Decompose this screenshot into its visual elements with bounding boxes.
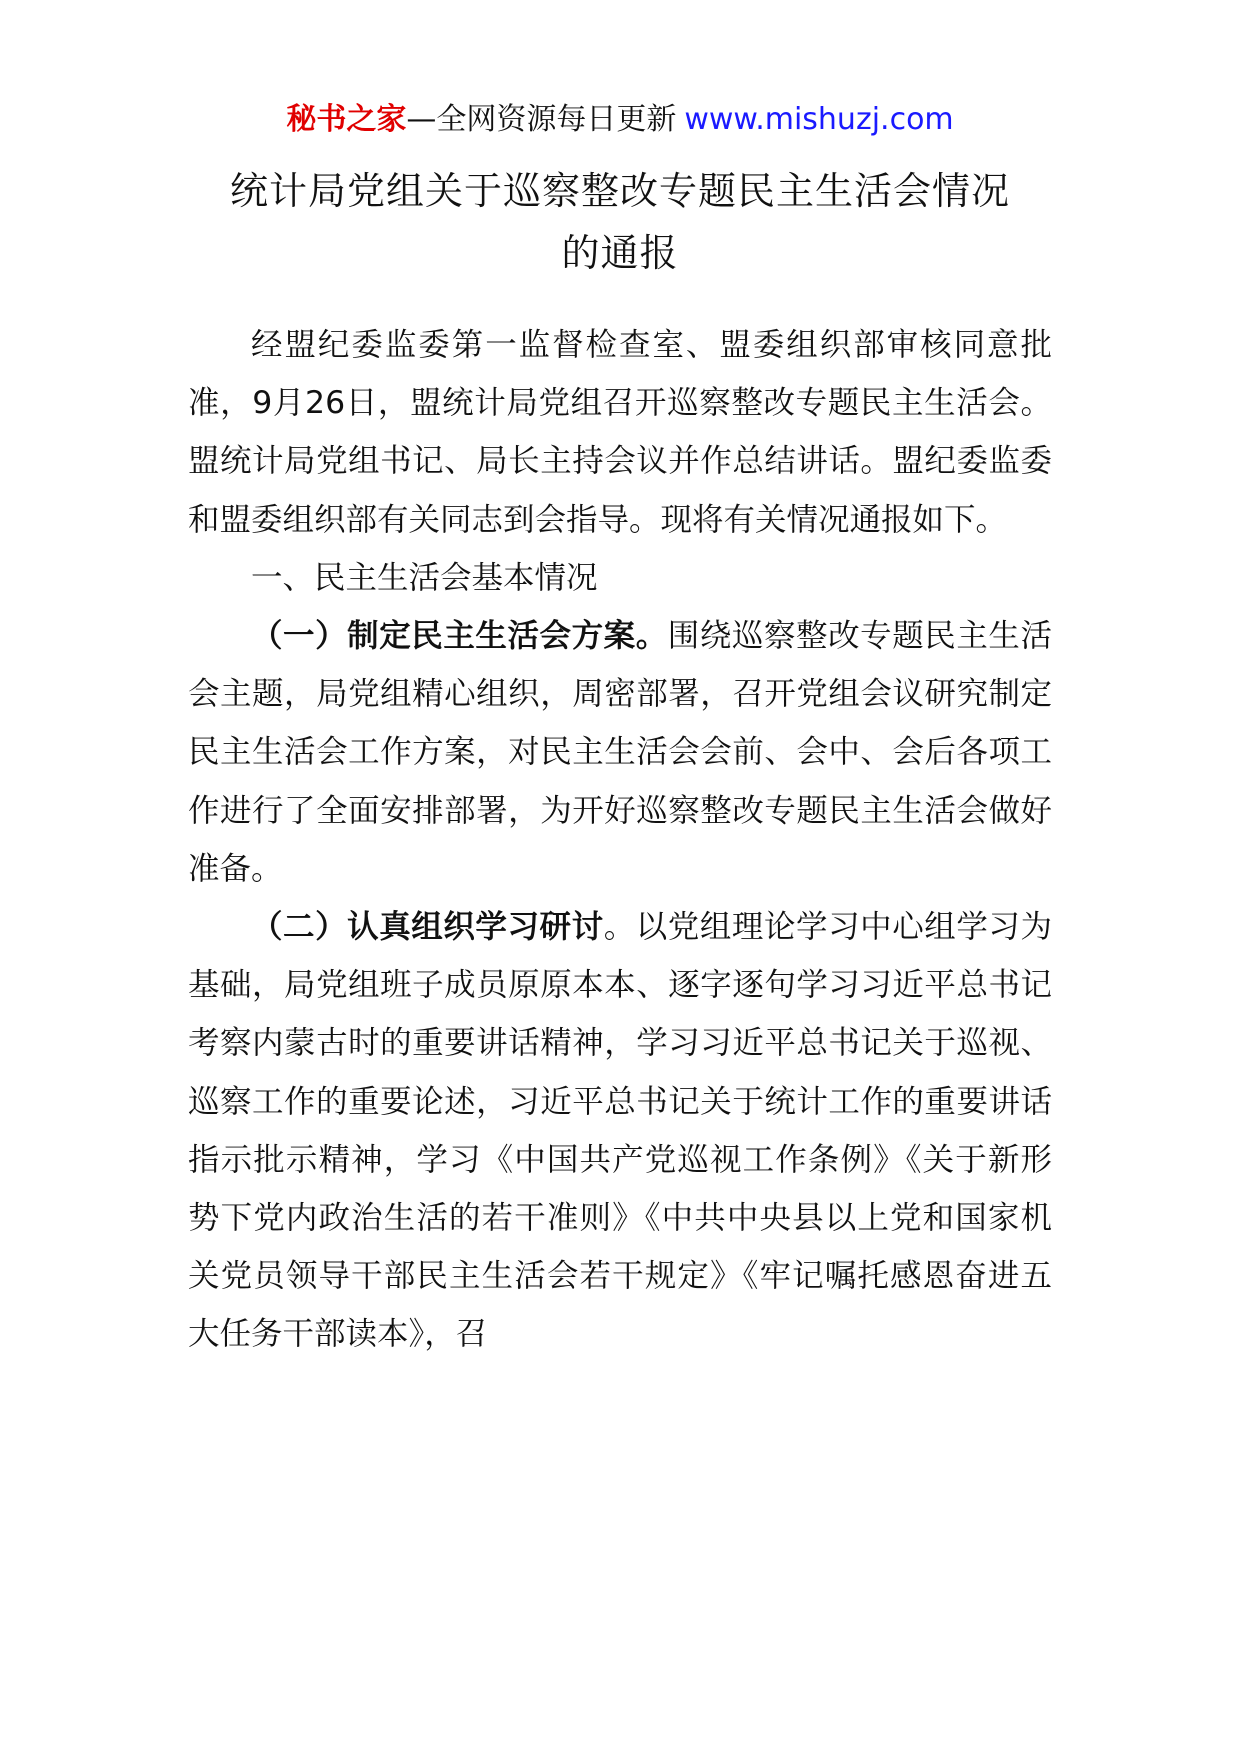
- item-2-lead: （二）认真组织学习研讨: [251, 909, 604, 946]
- item-2-text: 。以党组理论学习中心组学习为基础，局党组班子成员原原本本、逐字逐句学习习近平总书记考察内蒙古时的重要讲话精神，学习习近平总书记关于巡视、巡察工作的重要论述，习近平总书记关于统计工作的重要讲话指示批示精神，学习《中国共产党巡视工作条例》《关于新形势下党内政治生活的若干准则》《中共中央县以上党和国家机关党员领导干部民主生活会若干规定》《牢记嘱托感恩奋进五大任务干部读本》，召: [188, 909, 1052, 1353]
- item-1-paragraph: [188, 607, 1052, 898]
- document-body: [188, 316, 1052, 1364]
- item-1-lead: （一）制定民主生活会方案。: [251, 618, 668, 655]
- site-banner: [0, 100, 1240, 140]
- intro-paragraph: 经盟纪委监委第一监督检查室、盟委组织部审核同意批准，9月26日，盟统计局党组召开巡察整改专题民主生活会。盟统计局党组书记、局长主持会议并作总结讲话。盟纪委监委和盟委组织部有关同志到会指导。现将有关情况通报如下。: [188, 327, 1052, 538]
- brand-name: 秘书之家: [286, 102, 407, 137]
- title-line-1: 统计局党组关于巡察整改专题民主生活会情况: [229, 169, 1010, 213]
- section-heading-1: 一、民主生活会基本情况: [251, 559, 598, 596]
- item-1-text: 围绕巡察整改专题民主生活会主题，局党组精心组织，周密部署，召开党组会议研究制定民主生活会工作方案，对民主生活会会前、会中、会后各项工作进行了全面安排部署，为开好巡察整改专题民主生活会做好准备。: [188, 618, 1052, 887]
- item-2-paragraph: [188, 898, 1052, 1364]
- title-line-2: 的通报: [561, 231, 679, 275]
- site-url-link[interactable]: www.mishuzj.com: [684, 102, 954, 137]
- banner-tagline: —全网资源每日更新: [406, 102, 677, 137]
- document-title: [188, 160, 1052, 284]
